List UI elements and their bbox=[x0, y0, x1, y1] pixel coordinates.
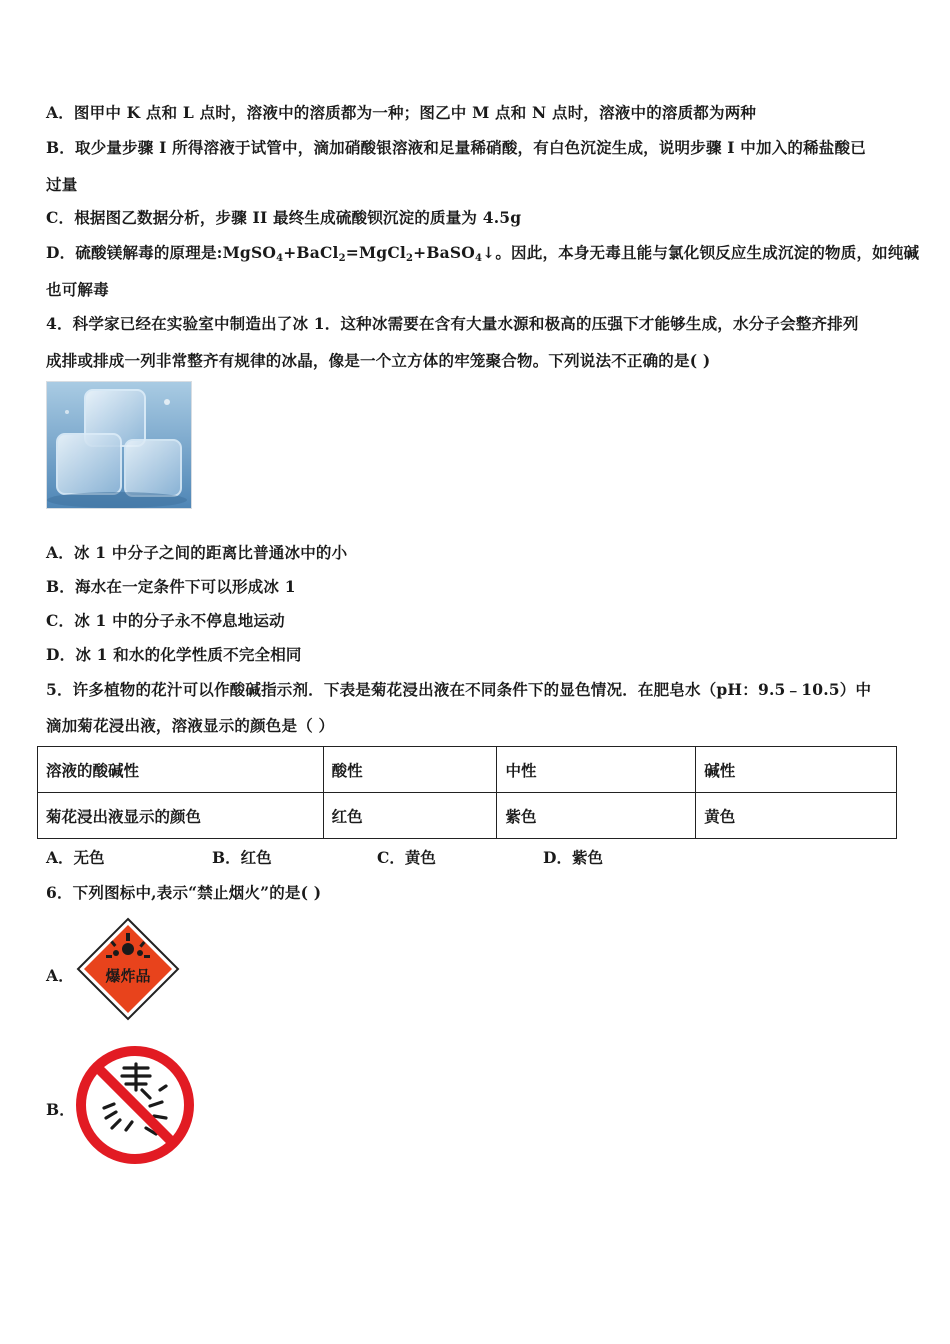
q4-stem-line1: 4．科学家已经在实验室中制造出了冰 1．这种冰需要在含有大量水源和极高的压强下才能够生成，水分子会整齐排列 bbox=[46, 314, 859, 333]
q4-option-a: A．冰 1 中分子之间的距离比普通冰中的小 bbox=[46, 543, 348, 562]
q4-option-d: D．冰 1 和水的化学性质不完全相同 bbox=[46, 645, 302, 664]
indicator-color-table bbox=[37, 746, 897, 839]
q4-stem-line2: 成排或排成一列非常整齐有规律的冰晶，像是一个立方体的牢笼聚合物。下列说法不正确的是( ) bbox=[46, 351, 711, 370]
q4-option-c: C．冰 1 中的分子永不停息地运动 bbox=[46, 611, 285, 630]
no-fireworks-sign-icon bbox=[76, 1046, 194, 1164]
q4-option-b: B．海水在一定条件下可以形成冰 1 bbox=[46, 577, 296, 596]
table-cell: 紫色 bbox=[497, 793, 696, 839]
q3-option-d-line1: D．硫酸镁解毒的原理是:MgSO$_4$+BaCl$_2$=MgCl$_2$+BaSO$_4$↓。因此，本身无毒且能与氯化钡反应生成沉淀的物质，如纯碱 bbox=[46, 243, 920, 264]
q3-option-b-line1: B．取少量步骤 I 所得溶液于试管中，滴加硝酸银溶液和足量稀硝酸，有白色沉淀生成，说明步骤 I 中加入的稀盐酸已 bbox=[46, 138, 866, 157]
explosive-sign-icon bbox=[76, 917, 180, 1021]
q3-option-a: A．图甲中 K 点和 L 点时，溶液中的溶质都为一种；图乙中 M 点和 N 点时，溶液中的溶质都为两种 bbox=[46, 103, 757, 122]
ice-cubes-image bbox=[46, 381, 192, 509]
q5-option-d: D．紫色 bbox=[543, 848, 603, 867]
table-cell: 菊花浸出液显示的颜色 bbox=[38, 793, 324, 839]
table-row bbox=[38, 793, 897, 839]
table-cell: 碱性 bbox=[696, 747, 897, 793]
table-cell: 溶液的酸碱性 bbox=[38, 747, 324, 793]
q6-stem: 6．下列图标中,表示“禁止烟火”的是( ) bbox=[46, 883, 322, 902]
q5-option-c: C．黄色 bbox=[377, 848, 436, 867]
q3-option-b-line2: 过量 bbox=[46, 175, 78, 194]
q6-label-b: B． bbox=[46, 1100, 76, 1119]
q3-option-d-line2: 也可解毒 bbox=[46, 280, 109, 299]
table-cell: 酸性 bbox=[323, 747, 497, 793]
q6-label-a: A． bbox=[46, 966, 74, 985]
q5-option-b: B．红色 bbox=[212, 848, 272, 867]
table-cell: 中性 bbox=[497, 747, 696, 793]
table-row bbox=[38, 747, 897, 793]
q3-option-c: C．根据图乙数据分析，步骤 II 最终生成硫酸钡沉淀的质量为 4.5g bbox=[46, 208, 522, 227]
table-cell: 红色 bbox=[323, 793, 497, 839]
q5-stem-line2: 滴加菊花浸出液，溶液显示的颜色是（ ） bbox=[46, 716, 335, 735]
svg-text:爆炸品: 爆炸品 bbox=[105, 967, 151, 985]
q5-option-a: A．无色 bbox=[46, 848, 105, 867]
q5-stem-line1: 5．许多植物的花汁可以作酸碱指示剂．下表是菊花浸出液在不同条件下的显色情况．在肥皂水（pH：9.5﹣10.5）中 bbox=[46, 680, 872, 699]
table-cell: 黄色 bbox=[696, 793, 897, 839]
